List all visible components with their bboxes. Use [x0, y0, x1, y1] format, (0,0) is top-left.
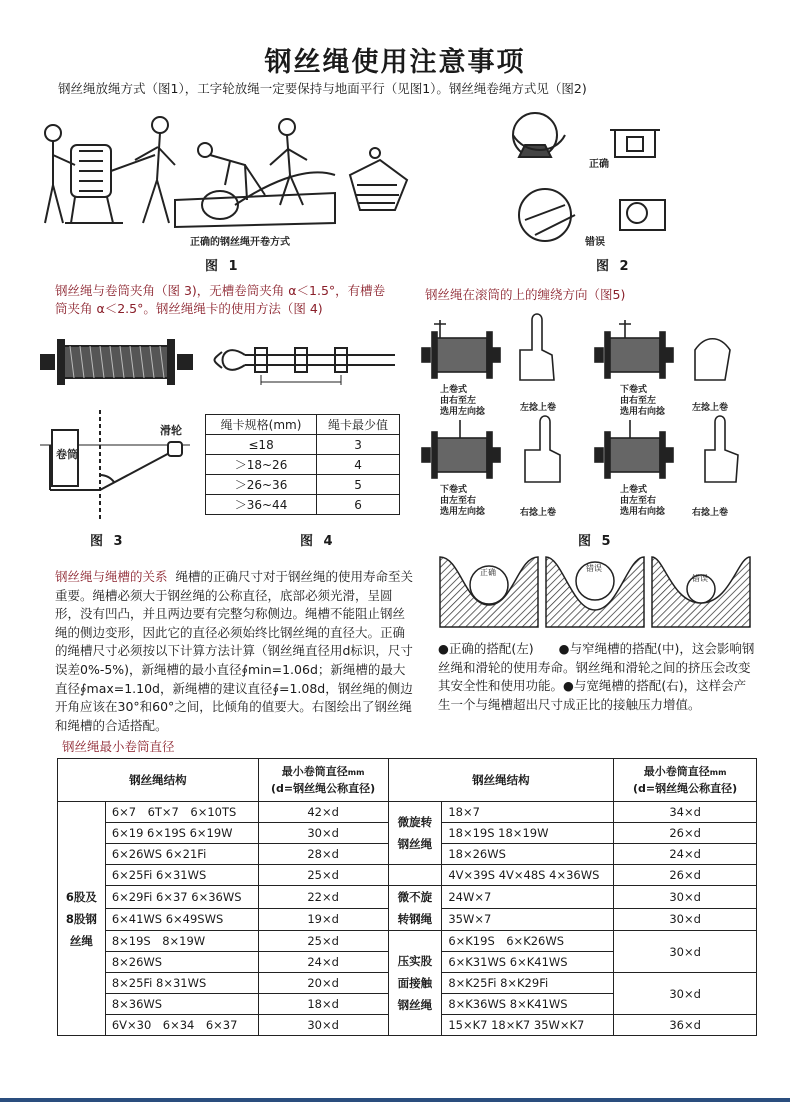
- group-compacted-strand: 压实股面接触钢丝绳: [388, 931, 442, 1036]
- fig5-q4-hand: 右捻上卷: [692, 508, 729, 518]
- groove-body: 绳槽的正确尺寸对于钢丝绳的使用寿命至关重要。绳槽必须大于钢丝绳的公称直径，底部必须光滑，呈圆形，没有凹凸，并且两边要有完整匀称侧边。绳槽不能阻止钢丝绳的侧边变形，因此它的直径必须始终比钢丝绳的直径大。正确的绳槽尺寸必须按以下计算方法计算（钢丝绳直径用d标识，尺寸误差0%-5%)，新绳槽的最小直径∮min=1.06d；新绳槽的最大直径∮max=1.10d，新绳槽的建议直径∮=1.08d，钢丝绳的侧边开角应该在30°和60°之间，比倾角的值要大。右图绘出了钢丝绳和绳槽的合适搭配。: [55, 569, 413, 733]
- table-cell: 25×d: [258, 931, 388, 952]
- table-cell-empty: [388, 865, 442, 886]
- groove-illustration: [438, 555, 758, 630]
- groove-paragraph: [55, 568, 415, 735]
- fig5-q1-hand: 左捻上卷: [520, 403, 557, 413]
- figure-2-wrong-label: 错误: [585, 237, 605, 248]
- table-row: [58, 886, 757, 909]
- table-cell: 8×26WS: [105, 952, 258, 973]
- table-cell: 18×26WS: [442, 844, 614, 865]
- fig3-drum-label: 卷筒: [56, 448, 78, 461]
- table-cell: 8×36WS: [105, 994, 258, 1015]
- table-cell: 6×29Fi 6×37 6×36WS: [105, 886, 258, 909]
- table-cell: 30×d: [258, 1015, 388, 1036]
- fig5-q3-line1: 下卷式: [440, 485, 468, 495]
- clamp-table: [205, 414, 400, 515]
- table-cell: 19×d: [258, 908, 388, 931]
- figure-3-caption: 图 3: [90, 534, 126, 549]
- clamp-header-spec: 绳卡规格(mm): [206, 415, 317, 435]
- fig5-q4-line2: 由左至右: [620, 496, 657, 506]
- table-cell: 28×d: [258, 844, 388, 865]
- table-cell: 18×7: [442, 802, 614, 823]
- table-cell: 6×26WS 6×21Fi: [105, 844, 258, 865]
- table-cell: 8×K36WS 8×K41WS: [442, 994, 614, 1015]
- figure-2-illustration: [505, 105, 675, 250]
- header-unit-right: mm: [709, 767, 727, 777]
- fig5-q2-line1: 下卷式: [620, 385, 648, 395]
- fig5-q1-line1: 上卷式: [440, 385, 468, 395]
- figure-3-illustration: [40, 330, 195, 520]
- table-cell: ≤18: [206, 435, 317, 455]
- table-cell: 26×d: [614, 823, 757, 844]
- winding-direction-title: 钢丝绳在滚筒的上的缠绕方向（图5): [425, 287, 626, 302]
- fig5-q3-hand: 右捻上卷: [520, 508, 557, 518]
- table-row: [206, 455, 400, 475]
- group-rotation-resistant: 微旋转钢丝绳: [388, 802, 442, 865]
- table-row: [58, 931, 757, 952]
- table-row: [206, 475, 400, 495]
- table-cell: ＞26~36: [206, 475, 317, 495]
- table-row: [206, 495, 400, 515]
- table-row: [58, 802, 757, 823]
- table-cell: 22×d: [258, 886, 388, 909]
- figure-5-caption: 图 5: [578, 534, 614, 549]
- table-cell: 24×d: [258, 952, 388, 973]
- groove-label-wide: 错误: [692, 574, 708, 583]
- header-min-left-line2: (d=钢丝绳公称直径): [271, 781, 376, 795]
- figure-1-illustration: [35, 105, 425, 250]
- table-header-row: [58, 759, 757, 802]
- fig5-q3-line3: 选用左向捻: [440, 507, 486, 517]
- table-cell: 30×d: [614, 886, 757, 909]
- table-cell: 4V×39S 4V×48S 4×36WS: [442, 865, 614, 886]
- drum-table-title: 钢丝绳最小卷筒直径: [62, 739, 175, 754]
- table-cell: 24×d: [614, 844, 757, 865]
- header-structure-left: 钢丝绳结构: [58, 759, 259, 802]
- table-cell: 6×K31WS 6×K41WS: [442, 952, 614, 973]
- table-cell: 30×d: [614, 973, 757, 1015]
- table-cell: 26×d: [614, 865, 757, 886]
- figure-4-caption: 图 4: [300, 534, 336, 549]
- bottom-border: [0, 1098, 790, 1102]
- groove-label-correct: 正确: [480, 568, 496, 577]
- page-title: 钢丝绳使用注意事项: [264, 47, 526, 78]
- fig5-q4-line3: 选用右向捻: [620, 507, 666, 517]
- table-cell: 42×d: [258, 802, 388, 823]
- groove-right-text: ●正确的搭配(左) ●与窄绳槽的搭配(中)，这会影响钢丝绳和滑轮的使用寿命。钢丝绳和滑轮之间的挤压会改变其安全性和使用功能。●与宽绳槽的搭配(右)，这样会产生一个与绳槽超出尺寸成正比的接触压力增值。: [438, 641, 755, 712]
- header-unit-left: mm: [347, 767, 365, 777]
- header-min-left-line1: 最小卷筒直径: [281, 764, 348, 778]
- table-cell: ＞36~44: [206, 495, 317, 515]
- fig5-q1-line3: 选用左向捻: [440, 407, 486, 417]
- table-cell: 30×d: [614, 931, 757, 973]
- groove-title: 钢丝绳与绳槽的关系: [55, 569, 168, 584]
- drum-angle-text: 钢丝绳与卷筒夹角（图 3)，无槽卷筒夹角 α＜1.5°，有槽卷筒夹角 α＜2.5°。钢丝绳绳卡的使用方法（图 4): [55, 283, 386, 316]
- fig5-q2-hand: 左捻上卷: [692, 403, 729, 413]
- table-cell: 6×25Fi 6×31WS: [105, 865, 258, 886]
- figure-4-clamp-diagram: [210, 330, 400, 395]
- table-cell: 24W×7: [442, 886, 614, 909]
- table-cell: 6×41WS 6×49SWS: [105, 908, 258, 931]
- table-cell: 8×K25Fi 8×K29Fi: [442, 973, 614, 994]
- table-cell: 6×K19S 6×K26WS: [442, 931, 614, 952]
- table-cell: 6V×30 6×34 6×37: [105, 1015, 258, 1036]
- group-6-8-strand: 6股及8股钢丝绳: [58, 802, 106, 1036]
- intro-text: 钢丝绳放绳方式（图1），工字轮放绳一定要保持与地面平行（见图1）。钢丝绳卷绳方式见（图2): [58, 81, 587, 96]
- group-non-rotating: 微不旋转钢绳: [388, 886, 442, 931]
- table-row: [58, 865, 757, 886]
- fig5-q3-line2: 由左至右: [440, 496, 477, 506]
- fig5-q2-line2: 由右至左: [620, 396, 657, 406]
- table-cell: ＞18~26: [206, 455, 317, 475]
- table-cell: 35W×7: [442, 908, 614, 931]
- fig5-q4-line1: 上卷式: [620, 485, 648, 495]
- table-cell: 18×d: [258, 994, 388, 1015]
- figure-1-label: 正确的钢丝绳开卷方式: [190, 237, 290, 248]
- figure-2-caption: 图 2: [596, 259, 632, 274]
- table-row: [206, 415, 400, 435]
- table-cell: 30×d: [614, 908, 757, 931]
- table-cell: 30×d: [258, 823, 388, 844]
- clamp-header-count: 绳卡最少值: [317, 415, 400, 435]
- table-cell: 6×7 6T×7 6×10TS: [105, 802, 258, 823]
- table-cell: 6: [317, 495, 400, 515]
- table-cell: 6×19 6×19S 6×19W: [105, 823, 258, 844]
- table-cell: 4: [317, 455, 400, 475]
- table-cell: 5: [317, 475, 400, 495]
- table-cell: 3: [317, 435, 400, 455]
- groove-label-narrow: 错误: [586, 564, 602, 573]
- table-cell: 36×d: [614, 1015, 757, 1036]
- table-cell: 15×K7 18×K7 35W×K7: [442, 1015, 614, 1036]
- min-drum-diameter-table: [57, 758, 757, 1036]
- figure-1-caption: 图 1: [205, 259, 241, 274]
- fig3-pulley-label: 滑轮: [160, 424, 182, 437]
- table-cell: 34×d: [614, 802, 757, 823]
- table-row: [206, 435, 400, 455]
- header-min-right-line1: 最小卷筒直径: [643, 764, 710, 778]
- header-min-right: [614, 759, 757, 802]
- header-min-right-line2: (d=钢丝绳公称直径): [633, 781, 738, 795]
- fig5-q2-line3: 选用右向捻: [620, 407, 666, 417]
- figure-2-correct-label: 正确: [589, 159, 609, 170]
- table-cell: 8×19S 8×19W: [105, 931, 258, 952]
- table-cell: 25×d: [258, 865, 388, 886]
- table-cell: 8×25Fi 8×31WS: [105, 973, 258, 994]
- header-structure-right: 钢丝绳结构: [388, 759, 614, 802]
- table-cell: 18×19S 18×19W: [442, 823, 614, 844]
- fig5-q1-line2: 由右至左: [440, 396, 477, 406]
- header-min-left: [258, 759, 388, 802]
- figure-5-illustration: [420, 310, 765, 525]
- table-cell: 20×d: [258, 973, 388, 994]
